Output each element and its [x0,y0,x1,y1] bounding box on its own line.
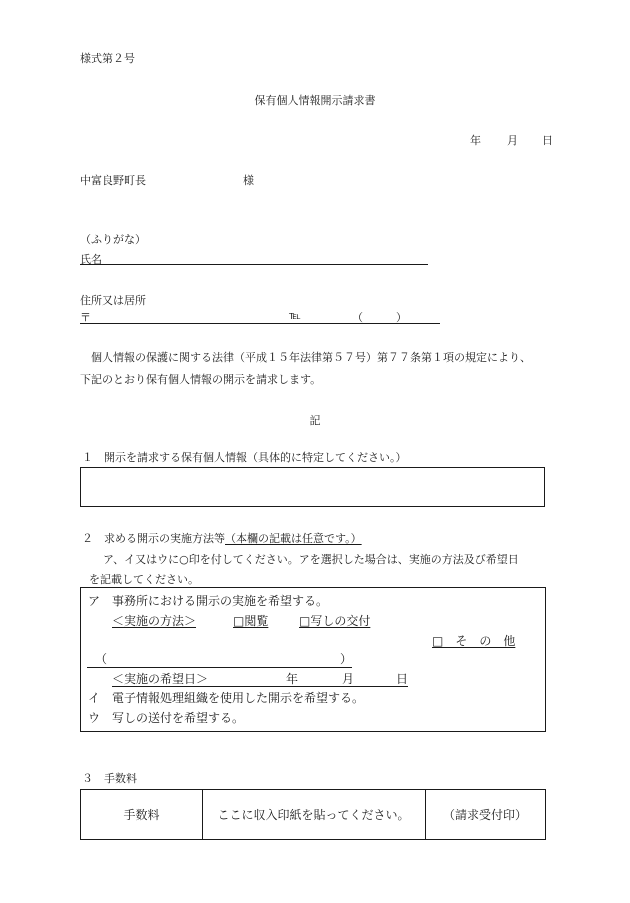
addressee-honorific: 様 [243,174,254,187]
section2-heading-text: ２ 求める開示の実施方法等 [82,532,225,545]
option-c[interactable]: ウ 写しの送付を希望する。 [88,711,245,725]
method-view-checkbox[interactable]: □閲覧 [233,614,269,628]
address-field-line[interactable] [80,323,440,324]
fee-label: 手数料 [123,808,160,822]
tel-paren: （ ） [352,311,407,324]
addressee-name: 中富良野町長 [80,174,146,187]
page-title: 保有個人情報開示請求書 [254,94,376,107]
address-label: 住所又は居所 [80,294,146,307]
fee-table [80,789,546,840]
date-label: ＜実施の希望日＞ [112,672,209,686]
date-day-label: 日 [542,134,553,147]
method-copy-checkbox[interactable]: □写しの交付 [299,614,371,628]
section2-heading-note: （本欄の記載は任意です。） [225,532,362,545]
section3-heading: ３ 手数料 [82,772,137,785]
option-a[interactable]: ア 事務所における開示の実施を希望する。 [88,594,329,608]
intro-line-1: 個人情報の保護に関する法律（平成１５年法律第５７号）第７７条第１項の規定により、 [91,351,531,364]
other-detail-line[interactable] [87,667,352,668]
other-paren-open: （ [95,652,108,666]
section1-heading: １ 開示を請求する保有個人情報（具体的に特定してください。） [82,451,407,464]
date-month-label: 月 [507,134,518,147]
form-number: 様式第２号 [80,52,135,65]
name-label: 氏名 [80,253,102,266]
method-label: ＜実施の方法＞ [112,614,197,628]
tel-mark: ℡ [289,309,301,322]
ki-mark: 記 [309,414,321,427]
preferred-date-year: 年 [286,672,299,686]
intro-line-2: 下記のとおり保有個人情報の開示を請求します。 [80,373,322,386]
other-paren-close: ） [340,652,353,666]
requested-info-box[interactable] [80,467,545,507]
postal-mark: 〒 [80,311,91,324]
preferred-date-line[interactable] [112,686,408,687]
method-other-checkbox[interactable]: □ そ の 他 [432,634,516,648]
fee-label-cell [81,790,202,839]
furigana-label: （ふりがな） [80,233,146,246]
option-b[interactable]: イ 電子情報処理組織を使用した開示を希望する。 [88,691,365,705]
revenue-stamp-cell [202,790,425,839]
receipt-stamp-cell [425,790,545,839]
section2-instruction-2: を記載してください。 [89,573,199,586]
preferred-date-day: 日 [396,672,409,686]
revenue-stamp-note: ここに収入印紙を貼ってください。 [217,808,410,822]
date-year-label: 年 [470,134,481,147]
section2-heading [82,530,362,546]
preferred-date-month: 月 [342,672,355,686]
receipt-stamp-label: （請求受付印） [442,808,527,822]
name-field-line[interactable] [80,264,428,265]
disclosure-method-box [80,587,546,732]
section2-instruction-1: ア、イ又はウに○印を付してください。アを選択した場合は、実施の方法及び希望日 [103,553,519,566]
